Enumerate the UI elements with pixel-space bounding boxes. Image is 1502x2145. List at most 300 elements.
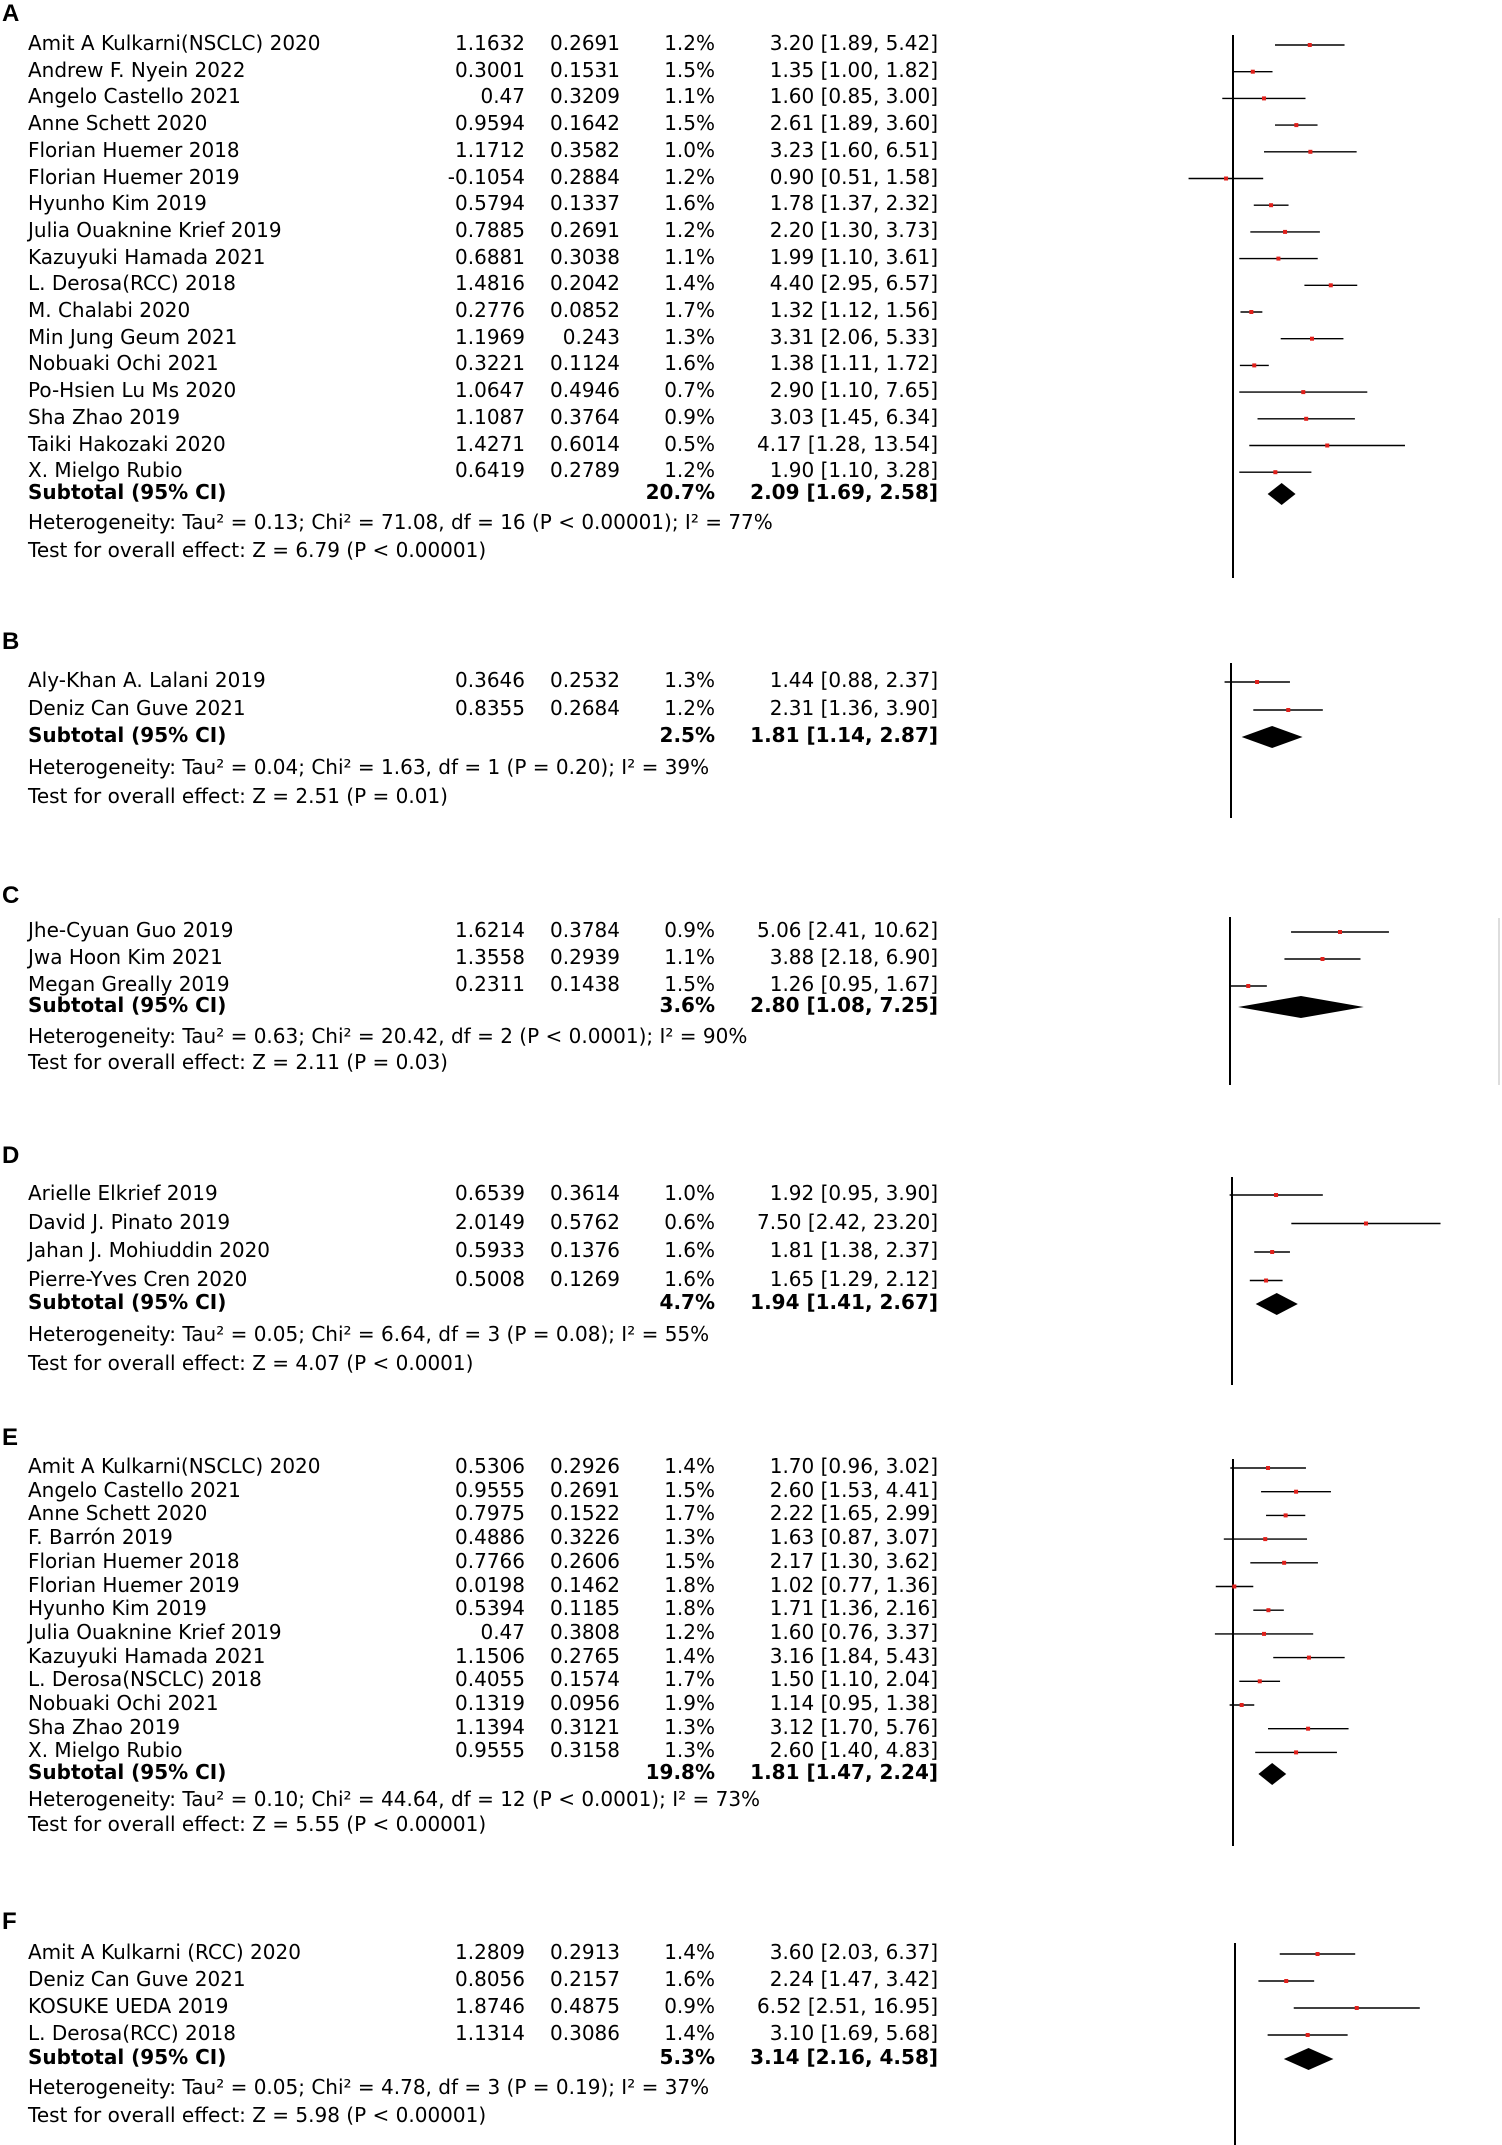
study-se: 0.2684 — [550, 696, 620, 720]
study-name: L. Derosa(RCC) 2018 — [28, 271, 236, 296]
study-se: 0.4946 — [550, 378, 620, 403]
study-weight: 1.2% — [664, 31, 715, 55]
study-weight: 1.5% — [664, 57, 715, 82]
study-name: Florian Huemer 2018 — [28, 137, 240, 162]
subtotal-diamond — [1258, 1763, 1286, 1785]
point-estimate — [1325, 444, 1329, 448]
subtotal-label: Subtotal (95% CI) — [28, 723, 227, 747]
study-log-hr: 1.1314 — [455, 2021, 525, 2045]
study-se: 0.4875 — [550, 1994, 620, 2018]
point-estimate — [1286, 708, 1290, 712]
study-name: Anne Schett 2020 — [28, 111, 208, 136]
point-estimate — [1284, 1979, 1288, 1983]
study-ci-text: 1.60 [0.85, 3.00] — [769, 84, 938, 109]
study-ci-text: 1.14 [0.95, 1.38] — [769, 1691, 938, 1715]
study-weight: 1.5% — [664, 1548, 715, 1573]
study-log-hr: 0.5933 — [455, 1238, 525, 1262]
study-weight: 1.3% — [664, 1525, 715, 1550]
study-weight: 1.6% — [664, 1238, 715, 1262]
point-estimate — [1301, 390, 1305, 394]
study-ci-text: 4.17 [1.28, 13.54] — [757, 431, 938, 456]
study-se: 0.1462 — [550, 1572, 620, 1597]
study-weight: 0.6% — [664, 1209, 715, 1234]
study-name: X. Mielgo Rubio — [28, 458, 183, 483]
study-se: 0.3086 — [550, 2021, 620, 2045]
study-se: 0.3038 — [550, 244, 620, 269]
study-name: Jwa Hoon Kim 2021 — [28, 945, 223, 969]
point-estimate — [1263, 1537, 1267, 1541]
study-weight: 1.6% — [664, 191, 715, 216]
study-name: Sha Zhao 2019 — [28, 404, 181, 429]
study-log-hr: 0.7766 — [455, 1548, 525, 1573]
study-ci-text: 4.40 [2.95, 6.57] — [769, 271, 938, 296]
subtotal-label: Subtotal (95% CI) — [28, 2045, 227, 2069]
study-ci-text: 1.50 [1.10, 2.04] — [769, 1667, 938, 1692]
study-name: David J. Pinato 2019 — [28, 1209, 231, 1234]
heterogeneity-text: Heterogeneity: Tau² = 0.63; Chi² = 20.42, df = 2 (P < 0.0001); I² = 90% — [28, 1024, 748, 1048]
study-weight: 1.1% — [664, 244, 715, 269]
subtotal-weight: 4.7% — [659, 1290, 715, 1314]
study-name: Florian Huemer 2019 — [28, 1572, 240, 1597]
point-estimate — [1338, 930, 1342, 934]
study-log-hr: 0.1319 — [455, 1691, 525, 1715]
heterogeneity-text: Heterogeneity: Tau² = 0.05; Chi² = 6.64, df = 3 (P = 0.08); I² = 55% — [28, 1322, 710, 1346]
subtotal-label: Subtotal (95% CI) — [28, 1760, 227, 1784]
study-se: 0.3121 — [550, 1714, 620, 1739]
study-name: Anne Schett 2020 — [28, 1501, 208, 1526]
study-se: 0.2691 — [550, 31, 620, 55]
study-weight: 1.4% — [664, 1454, 715, 1478]
study-name: Arielle Elkrief 2019 — [28, 1181, 218, 1205]
study-name: Aly-Khan A. Lalani 2019 — [28, 668, 266, 692]
study-log-hr: 0.5394 — [455, 1596, 525, 1621]
study-se: 0.0956 — [550, 1691, 620, 1715]
subtotal-weight: 2.5% — [659, 723, 715, 747]
subtotal-weight: 3.6% — [659, 993, 715, 1017]
study-se: 0.3209 — [550, 84, 620, 109]
study-weight: 1.6% — [664, 1967, 715, 1991]
study-ci-text: 1.70 [0.96, 3.02] — [769, 1454, 938, 1478]
study-ci-text: 1.99 [1.10, 3.61] — [769, 244, 938, 269]
overall-effect-text: Test for overall effect: Z = 5.98 (P < 0.00001) — [28, 2103, 487, 2127]
study-weight: 1.3% — [664, 1714, 715, 1739]
study-log-hr: 1.1969 — [455, 324, 525, 349]
study-name: Angelo Castello 2021 — [28, 1477, 241, 1502]
study-se: 0.1337 — [550, 191, 620, 216]
study-weight: 1.2% — [664, 217, 715, 242]
point-estimate — [1255, 680, 1259, 684]
study-log-hr: 0.6539 — [455, 1181, 525, 1205]
point-estimate — [1306, 1727, 1310, 1731]
study-weight: 1.1% — [664, 945, 715, 969]
study-log-hr: 1.4816 — [455, 271, 525, 296]
overall-effect-text: Test for overall effect: Z = 2.51 (P = 0.01) — [28, 784, 448, 808]
study-weight: 1.8% — [664, 1596, 715, 1621]
panel-label: E — [2, 1424, 19, 1451]
point-estimate — [1266, 1608, 1270, 1612]
study-weight: 1.7% — [664, 298, 715, 322]
study-weight: 1.2% — [664, 696, 715, 720]
study-weight: 1.4% — [664, 2021, 715, 2045]
study-log-hr: 1.1506 — [455, 1643, 525, 1668]
study-log-hr: 0.3646 — [455, 668, 525, 692]
point-estimate — [1249, 310, 1253, 314]
study-se: 0.3226 — [550, 1525, 620, 1550]
study-se: 0.1185 — [550, 1596, 620, 1621]
study-ci-text: 3.23 [1.60, 6.51] — [769, 137, 938, 162]
subtotal-diamond — [1284, 2048, 1334, 2070]
study-log-hr: 0.7975 — [455, 1501, 525, 1526]
study-se: 0.6014 — [550, 431, 620, 456]
study-log-hr: 0.4886 — [455, 1525, 525, 1550]
study-se: 0.2691 — [550, 1477, 620, 1502]
study-name: Megan Greally 2019 — [28, 972, 230, 996]
study-weight: 1.4% — [664, 1940, 715, 1964]
study-weight: 1.4% — [664, 271, 715, 296]
subtotal-weight: 19.8% — [645, 1760, 715, 1784]
subtotal-label: Subtotal (95% CI) — [28, 1290, 227, 1314]
study-log-hr: 0.47 — [480, 84, 525, 109]
point-estimate — [1329, 283, 1333, 287]
study-log-hr: 0.4055 — [455, 1667, 525, 1692]
study-ci-text: 1.35 [1.00, 1.82] — [769, 57, 938, 82]
subtotal-diamond — [1238, 996, 1364, 1018]
study-ci-text: 3.88 [2.18, 6.90] — [769, 945, 938, 969]
study-weight: 1.6% — [664, 1266, 715, 1291]
study-ci-text: 2.60 [1.53, 4.41] — [769, 1477, 938, 1502]
study-se: 0.5762 — [550, 1209, 620, 1234]
point-estimate — [1308, 150, 1312, 154]
study-log-hr: 1.1087 — [455, 404, 525, 429]
study-log-hr: 0.6419 — [455, 458, 525, 483]
point-estimate — [1246, 984, 1250, 988]
study-se: 0.3764 — [550, 404, 620, 429]
study-log-hr: 0.5794 — [455, 191, 525, 216]
study-weight: 0.9% — [664, 918, 715, 942]
study-weight: 1.0% — [664, 1181, 715, 1205]
study-log-hr: 0.2776 — [455, 298, 525, 322]
study-se: 0.2532 — [550, 668, 620, 692]
study-ci-text: 5.06 [2.41, 10.62] — [757, 918, 938, 942]
study-ci-text: 1.65 [1.29, 2.12] — [769, 1266, 938, 1291]
point-estimate — [1282, 1561, 1286, 1565]
study-weight: 1.1% — [664, 84, 715, 109]
study-ci-text: 7.50 [2.42, 23.20] — [757, 1209, 938, 1234]
study-se: 0.1642 — [550, 111, 620, 136]
study-name: Andrew F. Nyein 2022 — [28, 57, 246, 82]
study-log-hr: 0.5008 — [455, 1266, 525, 1291]
subtotal-weight: 20.7% — [645, 480, 715, 504]
subtotal-ci-text: 1.81 [1.14, 2.87] — [750, 723, 938, 747]
study-log-hr: -0.1054 — [447, 164, 525, 189]
panel-label: D — [2, 1142, 20, 1169]
study-weight: 1.8% — [664, 1572, 715, 1597]
point-estimate — [1224, 177, 1228, 181]
subtotal-ci-text: 1.81 [1.47, 2.24] — [750, 1760, 938, 1784]
study-name: X. Mielgo Rubio — [28, 1738, 183, 1763]
study-weight: 1.5% — [664, 111, 715, 136]
study-ci-text: 2.90 [1.10, 7.65] — [769, 378, 938, 403]
study-se: 0.3784 — [550, 918, 620, 942]
study-log-hr: 0.0198 — [455, 1572, 525, 1597]
study-log-hr: 0.8056 — [455, 1967, 525, 1991]
point-estimate — [1304, 417, 1308, 421]
study-ci-text: 3.03 [1.45, 6.34] — [769, 404, 938, 429]
point-estimate — [1262, 1632, 1266, 1636]
study-weight: 1.5% — [664, 1477, 715, 1502]
study-ci-text: 0.90 [0.51, 1.58] — [769, 164, 938, 189]
point-estimate — [1240, 1703, 1244, 1707]
study-ci-text: 3.16 [1.84, 5.43] — [769, 1643, 938, 1668]
study-se: 0.2789 — [550, 458, 620, 483]
study-log-hr: 0.6881 — [455, 244, 525, 269]
study-se: 0.2884 — [550, 164, 620, 189]
point-estimate — [1262, 96, 1266, 100]
study-name: Amit A Kulkarni(NSCLC) 2020 — [28, 31, 321, 55]
study-log-hr: 1.1712 — [455, 137, 525, 162]
study-weight: 1.0% — [664, 137, 715, 162]
study-name: Kazuyuki Hamada 2021 — [28, 1643, 266, 1668]
study-name: M. Chalabi 2020 — [28, 298, 191, 322]
study-ci-text: 1.71 [1.36, 2.16] — [769, 1596, 938, 1621]
study-ci-text: 3.12 [1.70, 5.76] — [769, 1714, 938, 1739]
study-se: 0.3158 — [550, 1738, 620, 1763]
study-weight: 0.7% — [664, 378, 715, 403]
point-estimate — [1251, 70, 1255, 74]
study-name: Po-Hsien Lu Ms 2020 — [28, 378, 237, 403]
point-estimate — [1320, 957, 1324, 961]
study-log-hr: 1.2809 — [455, 1940, 525, 1964]
study-ci-text: 1.90 [1.10, 3.28] — [769, 458, 938, 483]
study-name: Sha Zhao 2019 — [28, 1714, 181, 1739]
study-ci-text: 2.24 [1.47, 3.42] — [769, 1967, 938, 1991]
study-ci-text: 2.61 [1.89, 3.60] — [769, 111, 938, 136]
point-estimate — [1294, 1750, 1298, 1754]
heterogeneity-text: Heterogeneity: Tau² = 0.13; Chi² = 71.08, df = 16 (P < 0.00001); I² = 77% — [28, 510, 773, 534]
study-weight: 1.7% — [664, 1667, 715, 1692]
study-ci-text: 6.52 [2.51, 16.95] — [757, 1994, 938, 2018]
study-name: Taiki Hakozaki 2020 — [28, 431, 226, 456]
study-ci-text: 1.32 [1.12, 1.56] — [769, 298, 938, 322]
study-ci-text: 1.63 [0.87, 3.07] — [769, 1525, 938, 1550]
subtotal-ci-text: 2.80 [1.08, 7.25] — [750, 993, 938, 1017]
study-ci-text: 2.31 [1.36, 3.90] — [769, 696, 938, 720]
study-se: 0.1531 — [550, 57, 620, 82]
point-estimate — [1316, 1952, 1320, 1956]
study-log-hr: 0.9555 — [455, 1738, 525, 1763]
study-log-hr: 0.5306 — [455, 1454, 525, 1478]
overall-effect-text: Test for overall effect: Z = 6.79 (P < 0.00001) — [28, 538, 487, 562]
study-ci-text: 3.60 [2.03, 6.37] — [769, 1940, 938, 1964]
study-weight: 1.4% — [664, 1643, 715, 1668]
study-se: 0.2042 — [550, 271, 620, 296]
study-ci-text: 1.02 [0.77, 1.36] — [769, 1572, 938, 1597]
study-log-hr: 0.2311 — [455, 972, 525, 996]
study-ci-text: 3.31 [2.06, 5.33] — [769, 324, 938, 349]
point-estimate — [1284, 1513, 1288, 1517]
point-estimate — [1307, 1656, 1311, 1660]
subtotal-ci-text: 2.09 [1.69, 2.58] — [750, 480, 938, 504]
point-estimate — [1294, 123, 1298, 127]
study-name: Julia Ouaknine Krief 2019 — [28, 217, 282, 242]
point-estimate — [1355, 2006, 1359, 2010]
study-se: 0.2691 — [550, 217, 620, 242]
study-ci-text: 1.81 [1.38, 2.37] — [769, 1238, 938, 1262]
point-estimate — [1283, 230, 1287, 234]
study-name: Jahan J. Mohiuddin 2020 — [28, 1238, 271, 1262]
heterogeneity-text: Heterogeneity: Tau² = 0.04; Chi² = 1.63, df = 1 (P = 0.20); I² = 39% — [28, 755, 710, 779]
study-se: 0.3582 — [550, 137, 620, 162]
study-name: L. Derosa(RCC) 2018 — [28, 2021, 236, 2045]
study-name: L. Derosa(NSCLC) 2018 — [28, 1667, 262, 1692]
subtotal-diamond — [1242, 726, 1303, 748]
study-se: 0.1376 — [550, 1238, 620, 1262]
study-name: Deniz Can Guve 2021 — [28, 696, 246, 720]
study-ci-text: 2.22 [1.65, 2.99] — [769, 1501, 938, 1526]
study-log-hr: 1.1632 — [455, 31, 525, 55]
study-name: Florian Huemer 2019 — [28, 164, 240, 189]
study-ci-text: 2.60 [1.40, 4.83] — [769, 1738, 938, 1763]
study-log-hr: 1.8746 — [455, 1994, 525, 2018]
study-name: Deniz Can Guve 2021 — [28, 1967, 246, 1991]
point-estimate — [1266, 1466, 1270, 1470]
study-se: 0.3614 — [550, 1181, 620, 1205]
study-weight: 0.5% — [664, 431, 715, 456]
study-ci-text: 1.26 [0.95, 1.67] — [769, 972, 938, 996]
study-se: 0.243 — [562, 324, 620, 349]
study-name: Amit A Kulkarni(NSCLC) 2020 — [28, 1454, 321, 1478]
study-ci-text: 1.78 [1.37, 2.32] — [769, 191, 938, 216]
panel-label: B — [2, 628, 20, 655]
study-weight: 0.9% — [664, 404, 715, 429]
point-estimate — [1273, 470, 1277, 474]
study-name: Angelo Castello 2021 — [28, 84, 241, 109]
heterogeneity-text: Heterogeneity: Tau² = 0.10; Chi² = 44.64, df = 12 (P < 0.0001); I² = 73% — [28, 1787, 761, 1811]
overall-effect-text: Test for overall effect: Z = 2.11 (P = 0.03) — [28, 1050, 448, 1074]
panel-label: F — [2, 1908, 17, 1935]
study-ci-text: 1.92 [0.95, 3.90] — [769, 1181, 938, 1205]
study-ci-text: 2.17 [1.30, 3.62] — [769, 1548, 938, 1573]
panel-label: C — [2, 882, 20, 909]
study-se: 0.2765 — [550, 1643, 620, 1668]
study-ci-text: 1.38 [1.11, 1.72] — [769, 351, 938, 376]
study-log-hr: 2.0149 — [455, 1209, 525, 1234]
study-log-hr: 0.7885 — [455, 217, 525, 242]
study-weight: 0.9% — [664, 1994, 715, 2018]
overall-effect-text: Test for overall effect: Z = 5.55 (P < 0.00001) — [28, 1812, 487, 1836]
point-estimate — [1264, 1279, 1268, 1283]
study-se: 0.2926 — [550, 1454, 620, 1478]
study-log-hr: 0.9555 — [455, 1477, 525, 1502]
study-weight: 1.9% — [664, 1691, 715, 1715]
study-log-hr: 0.3001 — [455, 57, 525, 82]
study-log-hr: 0.3221 — [455, 351, 525, 376]
study-weight: 1.5% — [664, 972, 715, 996]
point-estimate — [1269, 203, 1273, 207]
study-log-hr: 1.1394 — [455, 1714, 525, 1739]
study-name: Hyunho Kim 2019 — [28, 1596, 207, 1621]
study-ci-text: 3.20 [1.89, 5.42] — [769, 31, 938, 55]
study-ci-text: 1.60 [0.76, 3.37] — [769, 1619, 938, 1644]
study-se: 0.3808 — [550, 1619, 620, 1644]
study-weight: 1.6% — [664, 351, 715, 376]
study-name: Florian Huemer 2018 — [28, 1548, 240, 1573]
subtotal-ci-text: 1.94 [1.41, 2.67] — [750, 1290, 938, 1314]
study-weight: 1.3% — [664, 668, 715, 692]
study-name: Hyunho Kim 2019 — [28, 191, 207, 216]
point-estimate — [1258, 1679, 1262, 1683]
study-log-hr: 1.3558 — [455, 945, 525, 969]
study-name: Julia Ouaknine Krief 2019 — [28, 1619, 282, 1644]
study-se: 0.2913 — [550, 1940, 620, 1964]
point-estimate — [1274, 1193, 1278, 1197]
study-name: Pierre-Yves Cren 2020 — [28, 1266, 248, 1291]
study-weight: 1.2% — [664, 164, 715, 189]
study-log-hr: 0.8355 — [455, 696, 525, 720]
point-estimate — [1294, 1490, 1298, 1494]
study-ci-text: 3.10 [1.69, 5.68] — [769, 2021, 938, 2045]
study-se: 0.2157 — [550, 1967, 620, 1991]
study-log-hr: 1.4271 — [455, 431, 525, 456]
study-log-hr: 0.9594 — [455, 111, 525, 136]
study-log-hr: 1.6214 — [455, 918, 525, 942]
study-se: 0.1574 — [550, 1667, 620, 1692]
subtotal-label: Subtotal (95% CI) — [28, 480, 227, 504]
study-log-hr: 1.0647 — [455, 378, 525, 403]
point-estimate — [1308, 43, 1312, 47]
study-name: KOSUKE UEDA 2019 — [28, 1994, 229, 2018]
study-name: Amit A Kulkarni (RCC) 2020 — [28, 1940, 301, 1964]
point-estimate — [1270, 1250, 1274, 1254]
point-estimate — [1232, 1585, 1236, 1589]
heterogeneity-text: Heterogeneity: Tau² = 0.05; Chi² = 4.78, df = 3 (P = 0.19); I² = 37% — [28, 2075, 710, 2099]
study-ci-text: 2.20 [1.30, 3.73] — [769, 217, 938, 242]
study-name: Nobuaki Ochi 2021 — [28, 1691, 219, 1715]
point-estimate — [1306, 2033, 1310, 2037]
study-se: 0.1269 — [550, 1266, 620, 1291]
study-name: Jhe-Cyuan Guo 2019 — [28, 918, 234, 942]
subtotal-ci-text: 3.14 [2.16, 4.58] — [750, 2045, 938, 2069]
subtotal-weight: 5.3% — [659, 2045, 715, 2069]
study-ci-text: 1.44 [0.88, 2.37] — [769, 668, 938, 692]
point-estimate — [1364, 1222, 1368, 1226]
study-log-hr: 0.47 — [480, 1619, 525, 1644]
study-se: 0.1124 — [550, 351, 620, 376]
study-weight: 1.2% — [664, 1619, 715, 1644]
subtotal-diamond — [1268, 483, 1296, 505]
point-estimate — [1310, 337, 1314, 341]
study-se: 0.2606 — [550, 1548, 620, 1573]
study-se: 0.1438 — [550, 972, 620, 996]
study-name: Nobuaki Ochi 2021 — [28, 351, 219, 376]
study-weight: 1.7% — [664, 1501, 715, 1526]
panel-label: A — [2, 0, 20, 27]
study-se: 0.2939 — [550, 945, 620, 969]
point-estimate — [1276, 257, 1280, 261]
study-name: F. Barrón 2019 — [28, 1525, 173, 1550]
point-estimate — [1252, 363, 1256, 367]
study-weight: 1.3% — [664, 1738, 715, 1763]
study-name: Kazuyuki Hamada 2021 — [28, 244, 266, 269]
subtotal-diamond — [1256, 1293, 1298, 1315]
study-se: 0.1522 — [550, 1501, 620, 1526]
study-se: 0.0852 — [550, 298, 620, 322]
overall-effect-text: Test for overall effect: Z = 4.07 (P < 0.0001) — [28, 1351, 474, 1375]
study-weight: 1.3% — [664, 324, 715, 349]
study-weight: 1.2% — [664, 458, 715, 483]
study-name: Min Jung Geum 2021 — [28, 324, 238, 349]
subtotal-label: Subtotal (95% CI) — [28, 993, 227, 1017]
